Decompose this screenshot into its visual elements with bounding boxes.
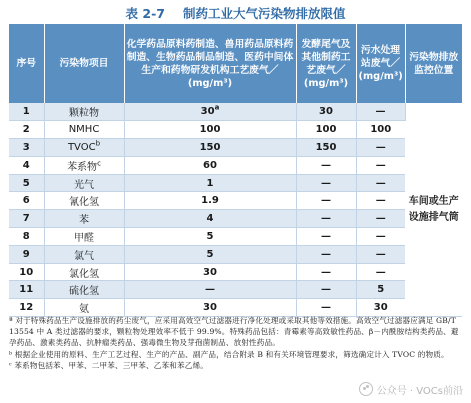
cell-wastewater-limit-text: — — [375, 106, 386, 118]
cell-pharma-limit-text: 1 — [206, 177, 214, 189]
cell-fermentation-limit-text: — — [321, 195, 331, 207]
cell-wastewater-limit-text: — — [375, 177, 386, 189]
cell-pharma-limit — [124, 156, 296, 174]
table-row — [9, 174, 462, 192]
cell-pharma-limit — [124, 121, 296, 139]
cell-wastewater-limit — [356, 228, 405, 246]
table-row — [9, 245, 462, 263]
cell-pharma-limit-text: 60 — [203, 159, 217, 171]
cell-pollutant-text: 硫化氢 — [69, 286, 99, 298]
note-b: ᵇ 根据企业使用的原料、生产工艺过程、生产的产品、副产品，结合附录 B 和有关环境管理要求，筛选确定计入 TVOC 的物质。 — [9, 349, 449, 359]
cell-fermentation-limit — [296, 228, 356, 246]
cell-fermentation-limit-text: — — [321, 266, 331, 278]
cell-pollutant-text: 氰化氢 — [69, 197, 99, 209]
cell-pharma-limit — [124, 139, 296, 157]
cell-pollutant — [44, 228, 124, 246]
wechat-icon — [359, 382, 373, 396]
cell-pollutant-text: 氨 — [79, 304, 89, 316]
cell-pharma-limit-footnote-mark: a — [214, 103, 220, 112]
cell-pharma-limit — [124, 281, 296, 299]
cell-pharma-limit — [124, 228, 296, 246]
cell-pharma-limit-text: 5 — [206, 248, 214, 260]
cell-seq-text: 8 — [22, 230, 30, 242]
cell-wastewater-limit — [356, 174, 405, 192]
cell-fermentation-limit — [296, 139, 356, 157]
cell-pharma-limit-text: 150 — [199, 141, 221, 153]
table-row — [9, 281, 462, 299]
cell-wastewater-limit — [356, 263, 405, 281]
header-fermentation-limit: 发酵尾气及其他制药工艺废气／(mg/m³) — [296, 24, 356, 103]
cell-pollutant — [44, 245, 124, 263]
cell-fermentation-limit-text: — — [321, 177, 331, 189]
cell-pollutant — [44, 121, 124, 139]
cell-pollutant — [44, 103, 124, 121]
cell-pharma-limit-text: 5 — [206, 230, 214, 242]
cell-fermentation-limit — [296, 210, 356, 228]
cell-seq — [9, 103, 44, 121]
cell-pollutant — [44, 210, 124, 228]
cell-fermentation-limit — [296, 121, 356, 139]
cell-seq — [9, 228, 44, 246]
cell-fermentation-limit — [296, 192, 356, 210]
cell-pollutant — [44, 299, 124, 317]
cell-pharma-limit-text: 4 — [206, 213, 214, 225]
table-notes — [9, 315, 464, 371]
cell-seq-text: 12 — [19, 302, 34, 314]
cell-pharma-limit — [124, 103, 296, 121]
cell-pharma-limit-text: 1.9 — [201, 195, 219, 207]
cell-seq-text: 1 — [22, 106, 30, 118]
cell-seq — [9, 121, 44, 139]
cell-fermentation-limit — [296, 263, 356, 281]
cell-pollutant — [44, 139, 124, 157]
cell-seq-text: 9 — [22, 248, 30, 260]
cell-wastewater-limit-text: — — [375, 213, 386, 225]
cell-seq — [9, 156, 44, 174]
cell-wastewater-limit-text: — — [375, 230, 386, 242]
emission-limits-table — [9, 24, 462, 317]
cell-pharma-limit — [124, 210, 296, 228]
cell-seq — [9, 210, 44, 228]
cell-fermentation-limit — [296, 299, 356, 317]
cell-seq — [9, 139, 44, 157]
cell-wastewater-limit — [356, 245, 405, 263]
header-pollutant: 污染物项目 — [44, 24, 124, 103]
cell-fermentation-limit-text: 100 — [315, 124, 337, 136]
cell-pharma-limit-text: 30 — [200, 106, 215, 118]
cell-fermentation-limit — [296, 245, 356, 263]
cell-pollutant-footnote-mark: b — [95, 139, 101, 148]
cell-fermentation-limit-text: — — [321, 284, 331, 296]
cell-pollutant-text: TVOC — [67, 141, 96, 153]
cell-pollutant — [44, 192, 124, 210]
cell-fermentation-limit — [296, 156, 356, 174]
cell-seq-text: 4 — [22, 159, 30, 171]
cell-wastewater-limit — [356, 210, 405, 228]
cell-wastewater-limit — [356, 281, 405, 299]
watermark — [359, 381, 463, 397]
table-row — [9, 263, 462, 281]
cell-pharma-limit — [124, 174, 296, 192]
header-wastewater-limit: 污水处理站废气／(mg/m³) — [356, 24, 405, 103]
cell-seq-text: 2 — [22, 124, 30, 136]
cell-pharma-limit-text: — — [205, 284, 215, 296]
table-row — [9, 103, 462, 121]
cell-wastewater-limit — [356, 121, 405, 139]
cell-fermentation-limit — [296, 103, 356, 121]
cell-wastewater-limit-text: — — [375, 195, 386, 207]
cell-wastewater-limit — [356, 192, 405, 210]
cell-pollutant-footnote-mark: c — [97, 159, 101, 168]
cell-wastewater-limit-text: — — [375, 159, 386, 171]
table-row — [9, 156, 462, 174]
cell-wastewater-limit-text: 30 — [373, 302, 388, 314]
table-title-text: 制药工业大气污染物排放限值 — [182, 6, 346, 21]
cell-pharma-limit-text: 100 — [199, 124, 221, 136]
cell-pollutant — [44, 156, 124, 174]
cell-seq — [9, 299, 44, 317]
cell-wastewater-limit-text: 5 — [377, 284, 385, 296]
cell-pollutant-text: 颗粒物 — [69, 108, 99, 120]
cell-pollutant-text: NMHC — [68, 124, 100, 136]
cell-fermentation-limit-text: — — [321, 302, 331, 314]
cell-seq — [9, 192, 44, 210]
cell-fermentation-limit — [296, 281, 356, 299]
cell-wastewater-limit-text: 100 — [370, 124, 392, 136]
cell-seq-text: 6 — [22, 195, 30, 207]
cell-seq-text: 5 — [22, 177, 30, 189]
header-pharma-limit: 化学药品原料药制造、兽用药品原料药制造、生物药品制品制造、医药中间体生产和药物研发机构工艺废气／(mg/m³) — [124, 24, 296, 103]
cell-pollutant-text: 苯 — [79, 215, 89, 227]
cell-wastewater-limit — [356, 156, 405, 174]
cell-pollutant-text: 氯化氢 — [69, 268, 99, 280]
cell-pollutant-text: 氯气 — [74, 250, 94, 262]
cell-seq — [9, 174, 44, 192]
note-c: ᶜ 苯系物包括苯、甲苯、二甲苯、三甲苯、乙苯和苯乙烯。 — [9, 360, 208, 370]
cell-fermentation-limit-text: — — [321, 230, 331, 242]
cell-monitor-location: 车间或生产设施排气筒 — [405, 103, 462, 317]
cell-pharma-limit-text: 30 — [203, 266, 217, 278]
cell-fermentation-limit-text: — — [321, 248, 331, 260]
header-seq: 序号 — [9, 24, 44, 103]
cell-pharma-limit-text: 30 — [203, 302, 217, 314]
cell-fermentation-limit-text: — — [321, 213, 331, 225]
table-number: 表 2-7 — [125, 6, 165, 21]
cell-wastewater-limit-text: — — [375, 266, 386, 278]
table-title — [0, 4, 471, 24]
cell-wastewater-limit — [356, 299, 405, 317]
cell-pharma-limit — [124, 263, 296, 281]
table-header-row — [9, 24, 462, 103]
table-row — [9, 228, 462, 246]
cell-pollutant — [44, 281, 124, 299]
cell-seq-text: 3 — [22, 141, 30, 153]
cell-pollutant-text: 苯系物 — [67, 161, 98, 173]
cell-pollutant — [44, 174, 124, 192]
cell-fermentation-limit-text: 30 — [319, 106, 333, 118]
cell-seq — [9, 263, 44, 281]
cell-seq-text: 10 — [19, 266, 34, 278]
cell-seq — [9, 281, 44, 299]
cell-seq-text: 11 — [19, 284, 34, 296]
table-row — [9, 139, 462, 157]
cell-fermentation-limit-text: — — [321, 159, 331, 171]
cell-pollutant-text: 光气 — [74, 179, 94, 191]
cell-fermentation-limit — [296, 174, 356, 192]
cell-pollutant-text: 甲醛 — [74, 232, 94, 244]
cell-pollutant — [44, 263, 124, 281]
cell-wastewater-limit-text: — — [375, 141, 386, 153]
cell-pharma-limit — [124, 299, 296, 317]
header-monitor-location: 污染物排放监控位置 — [405, 24, 462, 103]
cell-wastewater-limit-text: — — [375, 248, 386, 260]
cell-seq — [9, 245, 44, 263]
note-a: ª 对于特殊药品生产设施排放的药尘废气，应采用高效空气过滤器进行净化处理或采取其他等效措施。高效空气过滤器应满足 GB/T 13554 中 A 类过滤器的要求，颗粒物处理效率不低于 99.9%。特殊药品包括：青霉素等高致敏性药品、β－内酰胺结构类药品、避孕药品、激素类药品、抗肿瘤类药品、强毒微生物及芽孢菌制品、放射性药品。 — [9, 316, 459, 348]
cell-fermentation-limit-text: 150 — [315, 141, 337, 153]
watermark-text: 公众号 · VOCs前沿 — [376, 385, 463, 397]
cell-wastewater-limit — [356, 139, 405, 157]
table-row — [9, 192, 462, 210]
table-row — [9, 299, 462, 317]
cell-pharma-limit — [124, 245, 296, 263]
cell-seq-text: 7 — [22, 213, 30, 225]
cell-wastewater-limit — [356, 103, 405, 121]
cell-pharma-limit — [124, 192, 296, 210]
table-row — [9, 210, 462, 228]
table-row — [9, 121, 462, 139]
